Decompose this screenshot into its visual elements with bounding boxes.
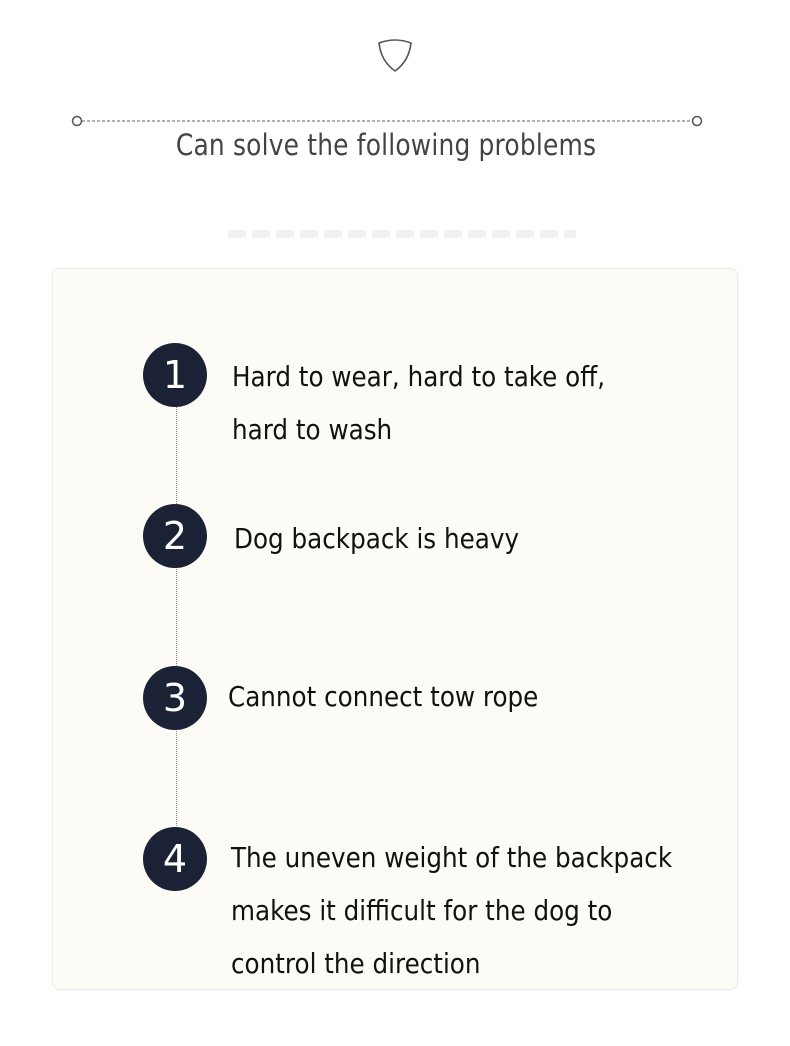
problem-number-badge: 4 [143, 827, 207, 891]
faint-decoration [228, 230, 576, 238]
problem-item-text: Hard to wear, hard to take off, hard to wash [232, 360, 606, 446]
section-title: Can solve the following problems [175, 128, 597, 162]
problem-item-text: The uneven weight of the backpack makes it difficult for the dog to control the direction [231, 841, 673, 980]
problem-item-text: Cannot connect tow rope [228, 680, 539, 713]
shield-icon [375, 35, 415, 75]
header-divider [70, 114, 704, 128]
problem-number-badge: 1 [143, 343, 207, 407]
problem-item-text: Dog backpack is heavy [234, 522, 520, 555]
timeline-connector [176, 400, 177, 840]
problem-number-badge: 2 [143, 504, 207, 568]
problem-number-badge: 3 [143, 666, 207, 730]
